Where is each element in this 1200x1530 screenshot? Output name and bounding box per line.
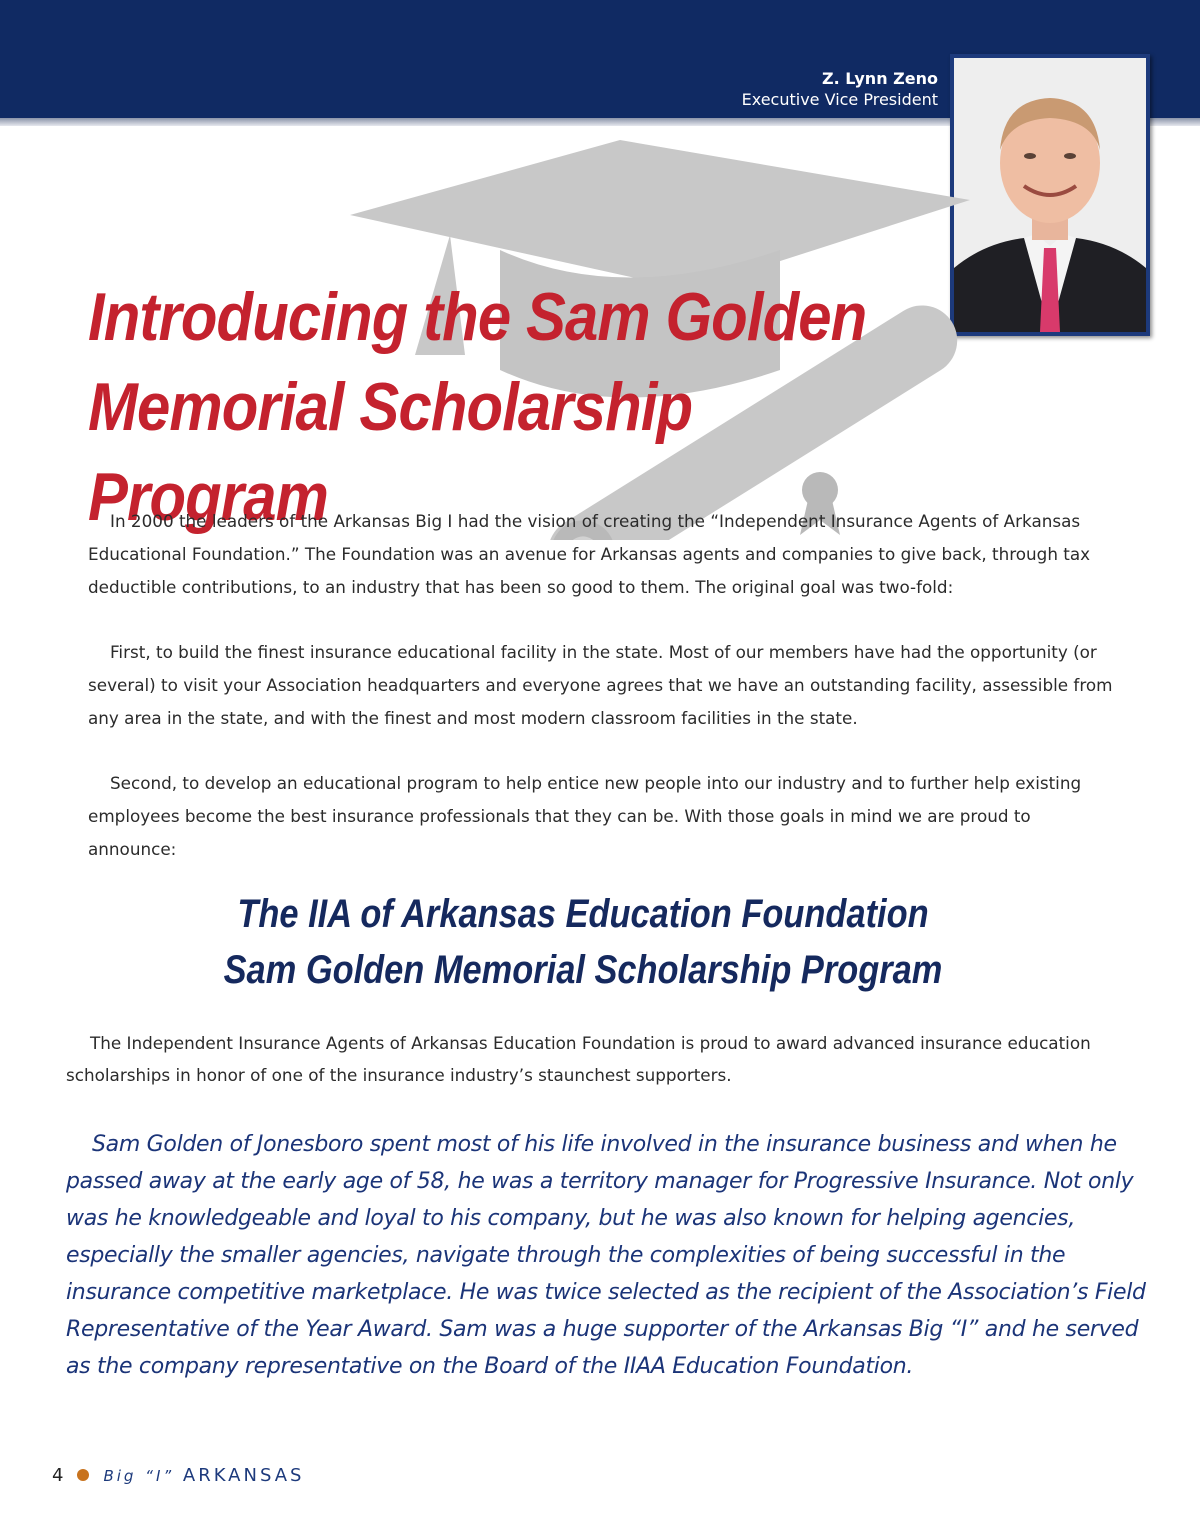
program-heading-line-1: The IIA of Arkansas Education Foundation — [237, 892, 929, 936]
author-byline — [742, 68, 938, 110]
author-name: Z. Lynn Zeno — [822, 69, 938, 88]
intro-text — [88, 505, 1118, 898]
publication-name-i: “I” — [145, 1466, 175, 1485]
page-title-line-2: Memorial Scholarship Program — [88, 369, 693, 535]
award-paragraph: The Independent Insurance Agents of Arkansas Education Foundation is proud to award advanced insurance education scholarships in honor of one of the insurance industry’s staunchest supporters. — [66, 1033, 1091, 1085]
bullet-dot-icon — [77, 1469, 89, 1481]
program-heading-line-2: Sam Golden Memorial Scholarship Program — [223, 948, 943, 992]
tribute-paragraph: Sam Golden of Jonesboro spent most of his life involved in the insurance business and when he passed away at the early age of 58, he was a territory manager for Progressive Insurance. Not only was he knowledgeable and loyal to his company, but he was also known for helping agencies, especially the smaller agencies, navigate through the complexities of being successful in the insurance competitive marketplace. He was twice selected as the recipient of the Association’s Field Representative of the Year Award. Sam was a huge supporter of the Arkansas Big “I” and he served as the company representative on the Board of the IIAA Education Foundation. — [66, 1132, 1146, 1379]
publication-name-state: ARKANSAS — [182, 1464, 305, 1486]
intro-paragraph: First, to build the finest insurance educational facility in the state. Most of our members have had the opportunity (or several) to visit your Association headquarters and everyone agrees that we have an outstanding facility, assessible from any area in the state, and with the finest and most modern classroom facilities in the state. — [88, 642, 1113, 728]
page-footer — [52, 1461, 304, 1489]
publication-name-big: Big — [103, 1466, 137, 1485]
intro-paragraph: In 2000 the leaders of the Arkansas Big I had the vision of creating the “Independent Insurance Agents of Arkansas Educational Foundation.” The Foundation was an avenue for Arkansas agents and companies to give back, through tax deductible contributions, to an industry that has been so good to them. The original goal was two-fold: — [88, 511, 1091, 597]
author-title: Executive Vice President — [741, 90, 938, 109]
page-title-line-1: Introducing the Sam Golden — [88, 279, 867, 355]
intro-paragraph: Second, to develop an educational program to help entice new people into our industry and to further help existing employees become the best insurance professionals that they can be. With those goals in mind we are proud to announce: — [88, 773, 1082, 859]
page-title — [88, 272, 880, 542]
publication-name — [103, 1465, 304, 1486]
page-number: 4 — [52, 1464, 64, 1486]
program-heading — [88, 886, 1078, 998]
